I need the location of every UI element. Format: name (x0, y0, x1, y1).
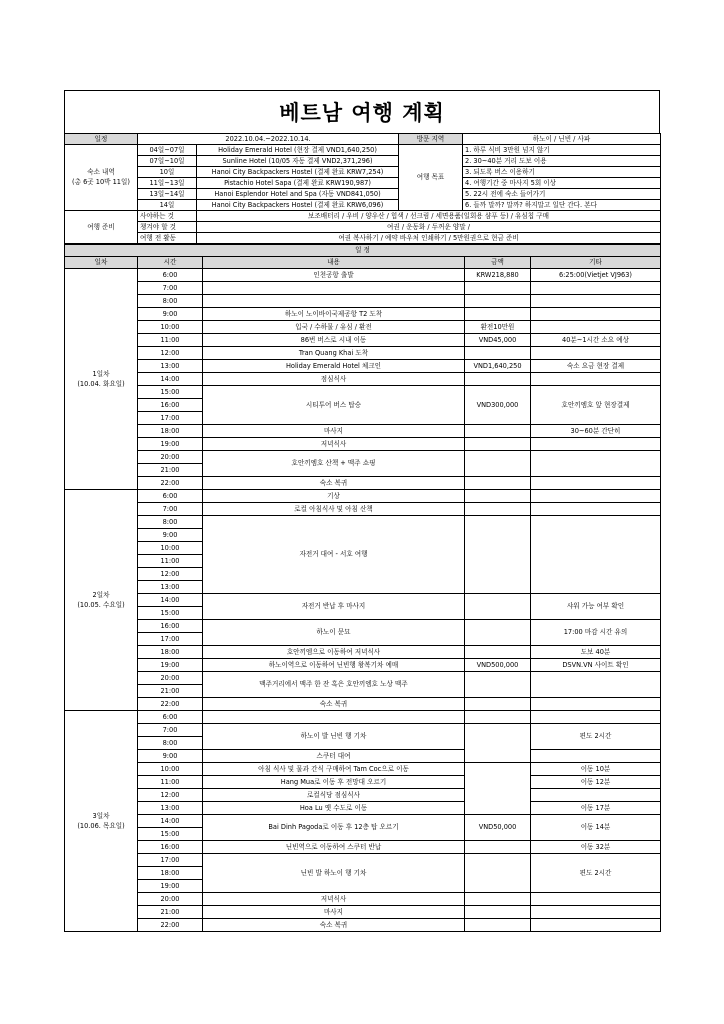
time-cell: 21:00 (138, 685, 203, 698)
content-cell: 시티투어 버스 탑승 (203, 386, 465, 425)
lodging-hotel: Holiday Emerald Hotel (현장 결제 VND1,640,250) (197, 145, 399, 156)
note-cell (531, 295, 661, 308)
day-label-cell (65, 711, 138, 932)
schedule-row (65, 477, 661, 490)
time-cell: 22:00 (138, 919, 203, 932)
schedule-row (65, 750, 661, 763)
schedule-section-title: 일 정 (65, 245, 661, 257)
time-cell: 13:00 (138, 360, 203, 373)
content-cell: Bai Dinh Pagoda로 이동 후 12층 탑 오르기 (203, 815, 465, 841)
note-cell: 이동 10분 (531, 763, 661, 776)
schedule-row (65, 854, 661, 867)
amount-cell (465, 854, 531, 893)
day-label: 1일차 (92, 369, 110, 378)
header-content: 내용 (203, 257, 465, 269)
lodging-hotel: Hanoi Esplendor Hotel and Spa (자동 VND841,050) (197, 189, 399, 200)
lodging-label-line2: (총 6곳 10박 11일) (72, 178, 130, 186)
content-cell: 하노이 문묘 (203, 620, 465, 646)
day-label: 2일차 (92, 590, 110, 599)
schedule-row (65, 789, 661, 802)
note-cell: 17:00 마감 시간 유의 (531, 620, 661, 646)
content-cell: 로컬 아침식사 및 아침 산책 (203, 503, 465, 516)
note-cell (531, 919, 661, 932)
amount-cell (465, 490, 531, 503)
schedule-row (65, 906, 661, 919)
schedule-row (65, 438, 661, 451)
amount-cell: VND500,000 (465, 659, 531, 672)
goal-item: 2. 30~40분 거리 도보 이용 (463, 156, 661, 167)
schedule-table (64, 244, 661, 932)
content-cell: 하노이 발 닌빈 행 기차 (203, 724, 465, 750)
note-cell (531, 451, 661, 477)
note-cell: 이동 32분 (531, 841, 661, 854)
header-note: 기타 (531, 257, 661, 269)
time-cell: 14:00 (138, 815, 203, 828)
content-cell: 아침 식사 및 물과 간식 구매하여 Tam Coc으로 이동 (203, 763, 465, 776)
content-cell: Hang Mua로 이동 후 전망대 오르기 (203, 776, 465, 789)
time-cell: 10:00 (138, 763, 203, 776)
note-cell (531, 503, 661, 516)
lodging-date: 04일~07일 (138, 145, 197, 156)
lodging-hotel: Sunline Hotel (10/05 자동 결제 VND2,371,296) (197, 156, 399, 167)
time-cell: 20:00 (138, 893, 203, 906)
schedule-row (65, 659, 661, 672)
schedule-row (65, 802, 661, 815)
content-cell: 기상 (203, 490, 465, 503)
time-cell: 11:00 (138, 555, 203, 568)
note-cell (531, 438, 661, 451)
prep-item-value: 여권 복사하기 / 예약 바우처 인쇄하기 / 5만원권으로 현금 준비 (197, 233, 661, 244)
time-cell: 11:00 (138, 776, 203, 789)
schedule-row (65, 269, 661, 282)
amount-cell: 환전10만원 (465, 321, 531, 334)
note-cell (531, 711, 661, 724)
time-cell: 10:00 (138, 542, 203, 555)
schedule-row (65, 334, 661, 347)
time-cell: 7:00 (138, 282, 203, 295)
content-cell (203, 282, 465, 295)
day-label: 3일차 (92, 811, 110, 820)
note-cell: 숙소 요금 현장 결제 (531, 360, 661, 373)
note-cell: 6:25:00(Vietjet VJ963) (531, 269, 661, 282)
note-cell (531, 282, 661, 295)
content-cell: 닌빈역으로 이동하여 스쿠터 반납 (203, 841, 465, 854)
content-cell: 저녁식사 (203, 438, 465, 451)
header-amount: 금액 (465, 257, 531, 269)
note-cell (531, 893, 661, 906)
content-cell: 하노이 노이바이국제공항 T2 도착 (203, 308, 465, 321)
time-cell: 13:00 (138, 802, 203, 815)
amount-cell (465, 919, 531, 932)
amount-cell (465, 425, 531, 438)
time-cell: 18:00 (138, 867, 203, 880)
note-cell (531, 347, 661, 360)
note-cell (531, 490, 661, 503)
lodging-hotel: Pistachio Hotel Sapa (결제 완료 KRW190,987) (197, 178, 399, 189)
content-cell: 숙소 복귀 (203, 698, 465, 711)
schedule-row (65, 841, 661, 854)
prep-item-value: 보조배터리 / 우비 / 양우산 / 힙색 / 선크림 / 세면용품(일회용 샴푸 등) / 유심칩 구매 (197, 211, 661, 222)
goal-item: 1. 하루 식비 3만원 넘지 않기 (463, 145, 661, 156)
amount-cell (465, 503, 531, 516)
amount-cell (465, 308, 531, 321)
lodging-label (65, 145, 138, 211)
goal-label: 여행 목표 (399, 145, 463, 211)
period-row (65, 134, 661, 145)
time-cell: 8:00 (138, 737, 203, 750)
time-cell: 9:00 (138, 308, 203, 321)
content-cell (203, 295, 465, 308)
content-cell: 자전거 대여 - 서호 여행 (203, 516, 465, 594)
prep-label: 여행 준비 (65, 211, 138, 244)
content-cell: 마사지 (203, 906, 465, 919)
time-cell: 6:00 (138, 490, 203, 503)
amount-cell (465, 594, 531, 620)
note-cell: 40분~1시간 소요 예상 (531, 334, 661, 347)
time-cell: 19:00 (138, 880, 203, 893)
content-cell: 숙소 복귀 (203, 919, 465, 932)
amount-cell (465, 841, 531, 854)
note-cell (531, 906, 661, 919)
header-time: 시간 (138, 257, 203, 269)
amount-cell (465, 620, 531, 646)
lodging-date: 11일~13일 (138, 178, 197, 189)
content-cell: 마사지 (203, 425, 465, 438)
time-cell: 11:00 (138, 334, 203, 347)
amount-cell: VND1,640,250 (465, 360, 531, 373)
region-value: 하노이 / 닌빈 / 사파 (463, 134, 661, 145)
prep-item-label: 챙겨야 할 것 (138, 222, 197, 233)
time-cell: 17:00 (138, 854, 203, 867)
info-table (64, 133, 661, 244)
schedule-row (65, 815, 661, 828)
schedule-row (65, 425, 661, 438)
time-cell: 7:00 (138, 503, 203, 516)
note-cell (531, 698, 661, 711)
schedule-row (65, 490, 661, 503)
time-cell: 22:00 (138, 698, 203, 711)
goal-item: 5. 22시 전에 숙소 들어가기 (463, 189, 661, 200)
schedule-row (65, 711, 661, 724)
time-cell: 21:00 (138, 464, 203, 477)
note-cell: 호안끼엠호 앞 현장결제 (531, 386, 661, 425)
time-cell: 7:00 (138, 724, 203, 737)
note-cell: 편도 2시간 (531, 724, 661, 750)
content-cell: 닌빈 발 하노이 행 기차 (203, 854, 465, 893)
content-cell: 로컬식당 점심식사 (203, 789, 465, 802)
amount-cell: KRW218,880 (465, 269, 531, 282)
lodging-date: 10일 (138, 167, 197, 178)
lodging-date: 13일~14일 (138, 189, 197, 200)
goal-item: 4. 여행기간 중 마사지 5회 이상 (463, 178, 661, 189)
content-cell: 숙소 복귀 (203, 477, 465, 490)
note-cell (531, 308, 661, 321)
time-cell: 18:00 (138, 425, 203, 438)
note-cell: 30~60분 간단히 (531, 425, 661, 438)
day-label-cell (65, 269, 138, 490)
note-cell: DSVN.VN 사이트 확인 (531, 659, 661, 672)
schedule-row (65, 724, 661, 737)
schedule-row (65, 698, 661, 711)
schedule-row (65, 360, 661, 373)
travel-plan-sheet (64, 90, 660, 932)
time-cell: 13:00 (138, 581, 203, 594)
amount-cell (465, 698, 531, 711)
content-cell: 저녁식사 (203, 893, 465, 906)
note-cell (531, 321, 661, 334)
schedule-row (65, 620, 661, 633)
amount-cell (465, 282, 531, 295)
time-cell: 19:00 (138, 659, 203, 672)
note-cell: 샤워 가능 여부 확인 (531, 594, 661, 620)
time-cell: 8:00 (138, 516, 203, 529)
prep-item-value: 여권 / 운동화 / 두꺼운 양말 / (197, 222, 661, 233)
amount-cell (465, 906, 531, 919)
content-cell (203, 711, 465, 724)
period-label: 일정 (65, 134, 138, 145)
schedule-row (65, 373, 661, 386)
day-label-cell (65, 490, 138, 711)
content-cell: 호안끼엠호 산책 + 맥주 쇼핑 (203, 451, 465, 477)
time-cell: 17:00 (138, 412, 203, 425)
schedule-row (65, 516, 661, 529)
note-cell (531, 750, 661, 763)
amount-cell (465, 724, 531, 763)
region-label: 방문 지역 (399, 134, 463, 145)
note-cell: 도보 40분 (531, 646, 661, 659)
content-cell: 입국 / 수하물 / 유심 / 환전 (203, 321, 465, 334)
time-cell: 20:00 (138, 451, 203, 464)
content-cell: Holiday Emerald Hotel 체크인 (203, 360, 465, 373)
time-cell: 21:00 (138, 906, 203, 919)
time-cell: 6:00 (138, 269, 203, 282)
content-cell: 86번 버스로 시내 이동 (203, 334, 465, 347)
amount-cell (465, 893, 531, 906)
schedule-row (65, 386, 661, 399)
time-cell: 14:00 (138, 373, 203, 386)
time-cell: 9:00 (138, 750, 203, 763)
schedule-row (65, 308, 661, 321)
time-cell: 6:00 (138, 711, 203, 724)
content-cell: 호안끼엠으로 이동하여 저녁식사 (203, 646, 465, 659)
schedule-header-row (65, 257, 661, 269)
time-cell: 10:00 (138, 321, 203, 334)
note-cell (531, 477, 661, 490)
header-day: 일차 (65, 257, 138, 269)
content-cell: 점심식사 (203, 373, 465, 386)
amount-cell (465, 711, 531, 724)
goal-item: 3. 되도록 버스 이용하기 (463, 167, 661, 178)
schedule-row (65, 295, 661, 308)
content-cell: Hoa Lu 옛 수도로 이동 (203, 802, 465, 815)
time-cell: 9:00 (138, 529, 203, 542)
amount-cell: VND50,000 (465, 815, 531, 841)
note-cell: 편도 2시간 (531, 854, 661, 893)
content-cell: 스쿠터 대여 (203, 750, 465, 763)
schedule-row (65, 503, 661, 516)
time-cell: 12:00 (138, 347, 203, 360)
time-cell: 16:00 (138, 620, 203, 633)
schedule-row (65, 672, 661, 685)
amount-cell (465, 477, 531, 490)
note-cell (531, 373, 661, 386)
prep-item-label: 사야하는 것 (138, 211, 197, 222)
lodging-hotel: Hanoi City Backpackers Hostel (결제 완료 KRW6,096) (197, 200, 399, 211)
time-cell: 15:00 (138, 386, 203, 399)
note-cell: 이동 17분 (531, 802, 661, 815)
note-cell (531, 672, 661, 698)
lodging-label-line1: 숙소 내역 (87, 168, 115, 176)
schedule-row (65, 451, 661, 464)
page-title: 베트남 여행 계획 (64, 90, 660, 133)
time-cell: 16:00 (138, 841, 203, 854)
time-cell: 19:00 (138, 438, 203, 451)
schedule-row (65, 919, 661, 932)
time-cell: 16:00 (138, 399, 203, 412)
time-cell: 20:00 (138, 672, 203, 685)
time-cell: 12:00 (138, 568, 203, 581)
lodging-date: 07일~10일 (138, 156, 197, 167)
schedule-row (65, 282, 661, 295)
goal-item: 6. 들까 말까? 말까? 하지말고 일단 간다. 본다 (463, 200, 661, 211)
time-cell: 15:00 (138, 607, 203, 620)
amount-cell (465, 373, 531, 386)
amount-cell (465, 295, 531, 308)
schedule-row (65, 347, 661, 360)
time-cell: 8:00 (138, 295, 203, 308)
amount-cell: VND300,000 (465, 386, 531, 425)
schedule-row (65, 763, 661, 776)
schedule-row (65, 321, 661, 334)
period-value: 2022.10.04.~2022.10.14. (138, 134, 399, 145)
time-cell: 15:00 (138, 828, 203, 841)
note-cell (531, 516, 661, 594)
time-cell: 17:00 (138, 633, 203, 646)
amount-cell (465, 438, 531, 451)
schedule-row (65, 646, 661, 659)
day-date: (10.04. 화요일) (77, 379, 125, 388)
lodging-hotel: Hanoi City Backpackers Hostel (결제 완료 KRW7,254) (197, 167, 399, 178)
content-cell: 하노이역으로 이동하여 닌빈행 왕복기차 예매 (203, 659, 465, 672)
content-cell: 인천공항 출발 (203, 269, 465, 282)
lodging-date: 14일 (138, 200, 197, 211)
content-cell: 맥주거리에서 맥주 한 잔 혹은 호안끼엠호 노상 맥주 (203, 672, 465, 698)
content-cell: 자전거 반납 후 마사지 (203, 594, 465, 620)
schedule-row (65, 594, 661, 607)
day-date: (10.06. 목요일) (77, 821, 125, 830)
amount-cell (465, 516, 531, 594)
amount-cell (465, 672, 531, 698)
note-cell: 이동 14분 (531, 815, 661, 841)
schedule-row (65, 893, 661, 906)
prep-item-label: 여행 전 활동 (138, 233, 197, 244)
amount-cell (465, 646, 531, 659)
time-cell: 14:00 (138, 594, 203, 607)
amount-cell (465, 763, 531, 815)
amount-cell (465, 347, 531, 360)
schedule-row (65, 776, 661, 789)
day-date: (10.05. 수요일) (77, 600, 125, 609)
amount-cell: VND45,000 (465, 334, 531, 347)
note-cell (531, 789, 661, 802)
content-cell: Tran Quang Khai 도착 (203, 347, 465, 360)
time-cell: 18:00 (138, 646, 203, 659)
amount-cell (465, 451, 531, 477)
time-cell: 22:00 (138, 477, 203, 490)
time-cell: 12:00 (138, 789, 203, 802)
note-cell: 이동 12분 (531, 776, 661, 789)
